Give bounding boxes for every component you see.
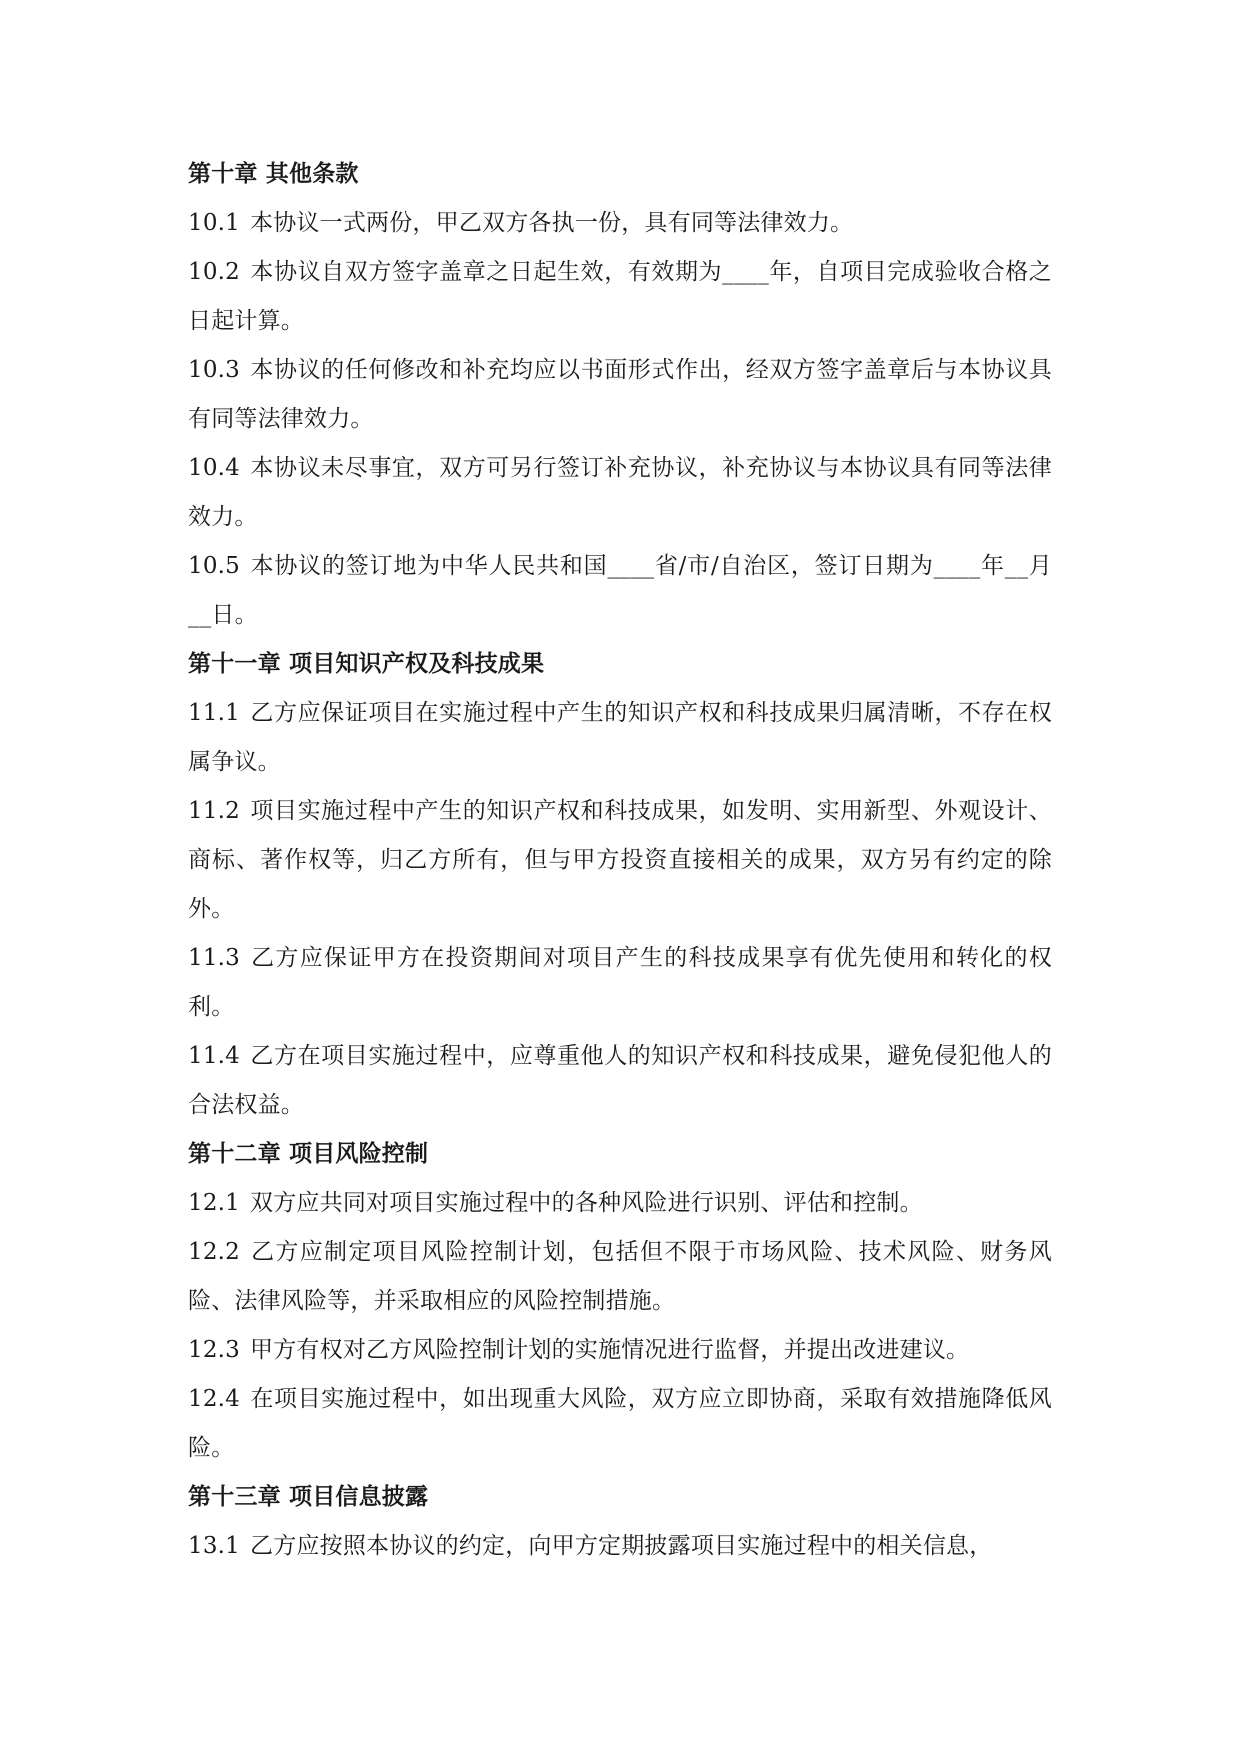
clause-text: 本协议的签订地为中华人民共和国____省/市/自治区，签订日期为____年__月__日。 [188, 553, 1052, 628]
clause-text: 在项目实施过程中，如出现重大风险，双方应立即协商，采取有效措施降低风险。 [188, 1386, 1052, 1461]
clause-number: 12.1 [188, 1190, 241, 1216]
clause-text: 乙方在项目实施过程中，应尊重他人的知识产权和科技成果，避免侵犯他人的合法权益。 [188, 1043, 1052, 1118]
chapter-title: 第十一章 项目知识产权及科技成果 [188, 651, 545, 677]
clause-text: 项目实施过程中产生的知识产权和科技成果，如发明、实用新型、外观设计、商标、著作权等，归乙方所有，但与甲方投资直接相关的成果，双方另有约定的除外。 [188, 798, 1052, 922]
clause-10-2 [188, 248, 1052, 346]
document-body [188, 150, 1052, 1571]
clause-text: 乙方应保证项目在实施过程中产生的知识产权和科技成果归属清晰，不存在权属争议。 [188, 700, 1052, 775]
clause-12-2 [188, 1228, 1052, 1326]
clause-text: 乙方应保证甲方在投资期间对项目产生的科技成果享有优先使用和转化的权利。 [188, 945, 1052, 1020]
clause-10-3 [188, 346, 1052, 444]
chapter-title: 第十三章 项目信息披露 [188, 1484, 429, 1510]
clause-number: 11.4 [188, 1043, 241, 1069]
clause-number: 10.1 [188, 210, 241, 236]
clause-number: 10.2 [188, 259, 241, 285]
clause-text: 乙方应制定项目风险控制计划，包括但不限于市场风险、技术风险、财务风险、法律风险等，并采取相应的风险控制措施。 [188, 1239, 1052, 1314]
clause-text: 本协议的任何修改和补充均应以书面形式作出，经双方签字盖章后与本协议具有同等法律效力。 [188, 357, 1052, 432]
clause-number: 13.1 [188, 1533, 241, 1559]
clause-text: 本协议一式两份，甲乙双方各执一份，具有同等法律效力。 [250, 210, 854, 236]
clause-10-4 [188, 444, 1052, 542]
clause-number: 10.4 [188, 455, 241, 481]
clause-number: 10.5 [188, 553, 241, 579]
clause-12-3 [188, 1326, 1052, 1375]
clause-11-1 [188, 689, 1052, 787]
clause-11-4 [188, 1032, 1052, 1130]
clause-12-1 [188, 1179, 1052, 1228]
clause-number: 12.2 [188, 1239, 241, 1265]
clause-13-1 [188, 1522, 1052, 1571]
clause-text: 本协议未尽事宜，双方可另行签订补充协议，补充协议与本协议具有同等法律效力。 [188, 455, 1052, 530]
clause-number: 11.1 [188, 700, 241, 726]
clause-number: 11.2 [188, 798, 241, 824]
clause-text: 双方应共同对项目实施过程中的各种风险进行识别、评估和控制。 [250, 1190, 923, 1216]
chapter-13 [188, 1473, 1052, 1571]
clause-number: 11.3 [188, 945, 241, 971]
chapter-title: 第十二章 项目风险控制 [188, 1141, 429, 1167]
clause-number: 10.3 [188, 357, 241, 383]
clause-number: 12.3 [188, 1337, 241, 1363]
chapter-12 [188, 1130, 1052, 1473]
clause-12-4 [188, 1375, 1052, 1473]
clause-11-3 [188, 934, 1052, 1032]
clause-10-5 [188, 542, 1052, 640]
clause-text: 甲方有权对乙方风险控制计划的实施情况进行监督，并提出改进建议。 [250, 1337, 970, 1363]
clause-number: 12.4 [188, 1386, 241, 1412]
clause-text: 本协议自双方签字盖章之日起生效，有效期为____年，自项目完成验收合格之日起计算。 [188, 259, 1052, 334]
clause-11-2 [188, 787, 1052, 934]
clause-10-1 [188, 199, 1052, 248]
chapter-10 [188, 150, 1052, 640]
chapter-11 [188, 640, 1052, 1130]
clause-text: 乙方应按照本协议的约定，向甲方定期披露项目实施过程中的相关信息， [250, 1533, 993, 1559]
chapter-title: 第十章 其他条款 [188, 161, 359, 187]
